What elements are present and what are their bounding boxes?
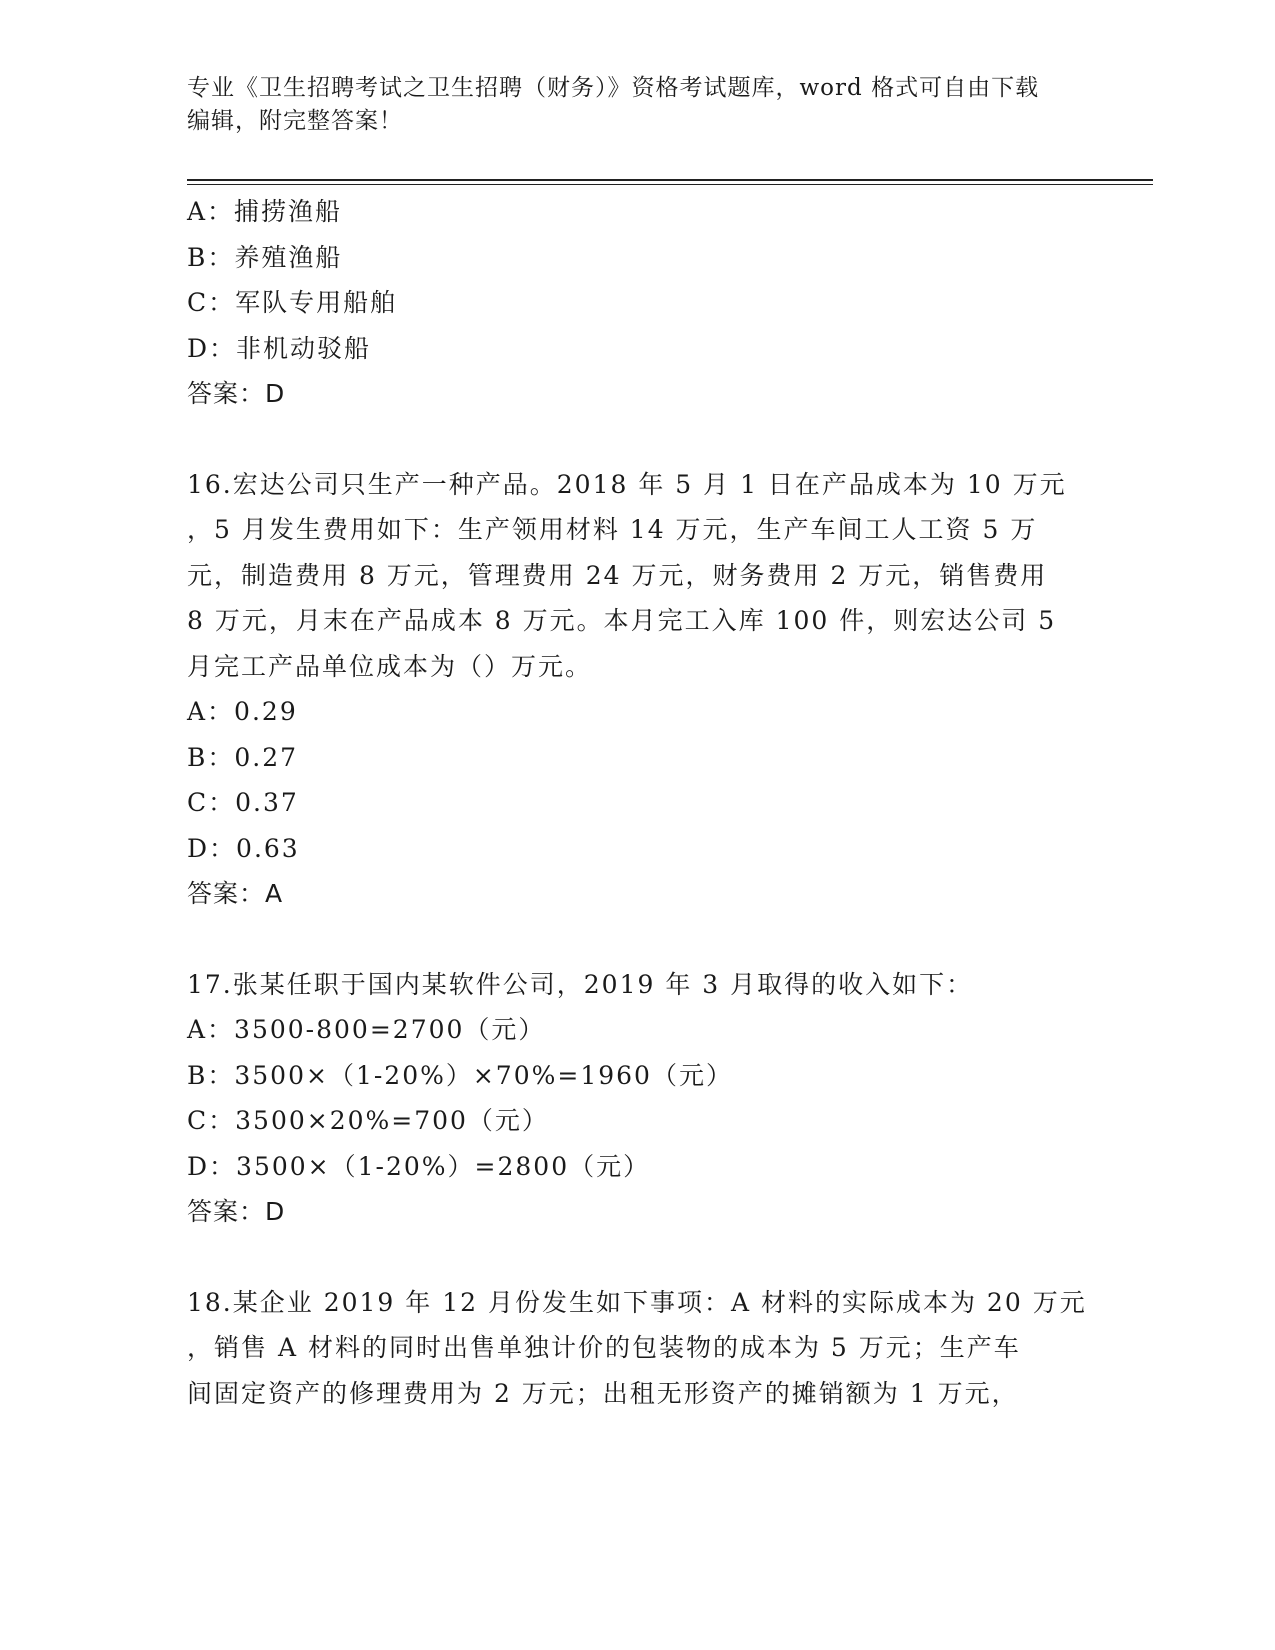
- question-stem-line: 月完工产品单位成本为（）万元。: [187, 651, 593, 681]
- question-stem-line: ，5 月发生费用如下：生产领用材料 14 万元，生产车间工人工资 5 万: [187, 515, 1038, 544]
- answer: 答案：A: [187, 879, 284, 908]
- option-b: B：养殖渔船: [187, 242, 343, 272]
- answer: 答案：D: [187, 379, 286, 408]
- option-c: C：军队专用船舶: [187, 288, 398, 317]
- option-a: A：捕捞渔船: [187, 197, 343, 226]
- spacer: [187, 417, 1087, 462]
- option-c: C：0.37: [187, 788, 299, 817]
- header-rule-thick: [187, 179, 1153, 181]
- spacer: [187, 917, 1087, 962]
- option-b: B：0.27: [187, 742, 299, 772]
- question-stem-line: 8 万元，月末在产品成本 8 万元。本月完工入库 100 件，则宏达公司 5: [187, 606, 1057, 635]
- option-d: D：3500×（1-20%）=2800（元）: [187, 1151, 651, 1181]
- answer: 答案：D: [187, 1197, 286, 1226]
- question-17: [187, 962, 1087, 1235]
- option-b: B：3500×（1-20%）×70%=1960（元）: [187, 1060, 733, 1090]
- document-body: [187, 189, 1087, 1416]
- question-stem-line: 18.某企业 2019 年 12 月份发生如下事项：A 材料的实际成本为 20 万元: [187, 1287, 1087, 1317]
- document-header: [187, 72, 1087, 138]
- question-stem-line: 间固定资产的修理费用为 2 万元；出租无形资产的摊销额为 1 万元，: [187, 1378, 1019, 1408]
- option-d: D：非机动驳船: [187, 333, 372, 363]
- header-line-2: 编辑，附完整答案！: [187, 108, 403, 134]
- header-rule-thin: [187, 184, 1153, 185]
- header-line-1: 专业《卫生招聘考试之卫生招聘（财务）》资格考试题库，word 格式可自由下载: [187, 75, 1040, 101]
- option-a: A：0.29: [187, 697, 298, 726]
- option-c: C：3500×20%=700（元）: [187, 1106, 549, 1135]
- spacer: [187, 1235, 1087, 1280]
- question-16: [187, 462, 1087, 917]
- question-18: [187, 1280, 1087, 1417]
- question-15: [187, 189, 1087, 417]
- question-stem-line: 元，制造费用 8 万元，管理费用 24 万元，财务费用 2 万元，销售费用: [187, 560, 1048, 590]
- option-a: A：3500-800=2700（元）: [187, 1015, 546, 1044]
- question-stem-line: 16.宏达公司只生产一种产品。2018 年 5 月 1 日在产品成本为 10 万元: [187, 469, 1067, 499]
- option-d: D：0.63: [187, 833, 300, 863]
- question-stem-line: 17.张某任职于国内某软件公司，2019 年 3 月取得的收入如下：: [187, 969, 974, 999]
- question-stem-line: ，销售 A 材料的同时出售单独计价的包装物的成本为 5 万元；生产车: [187, 1333, 1021, 1362]
